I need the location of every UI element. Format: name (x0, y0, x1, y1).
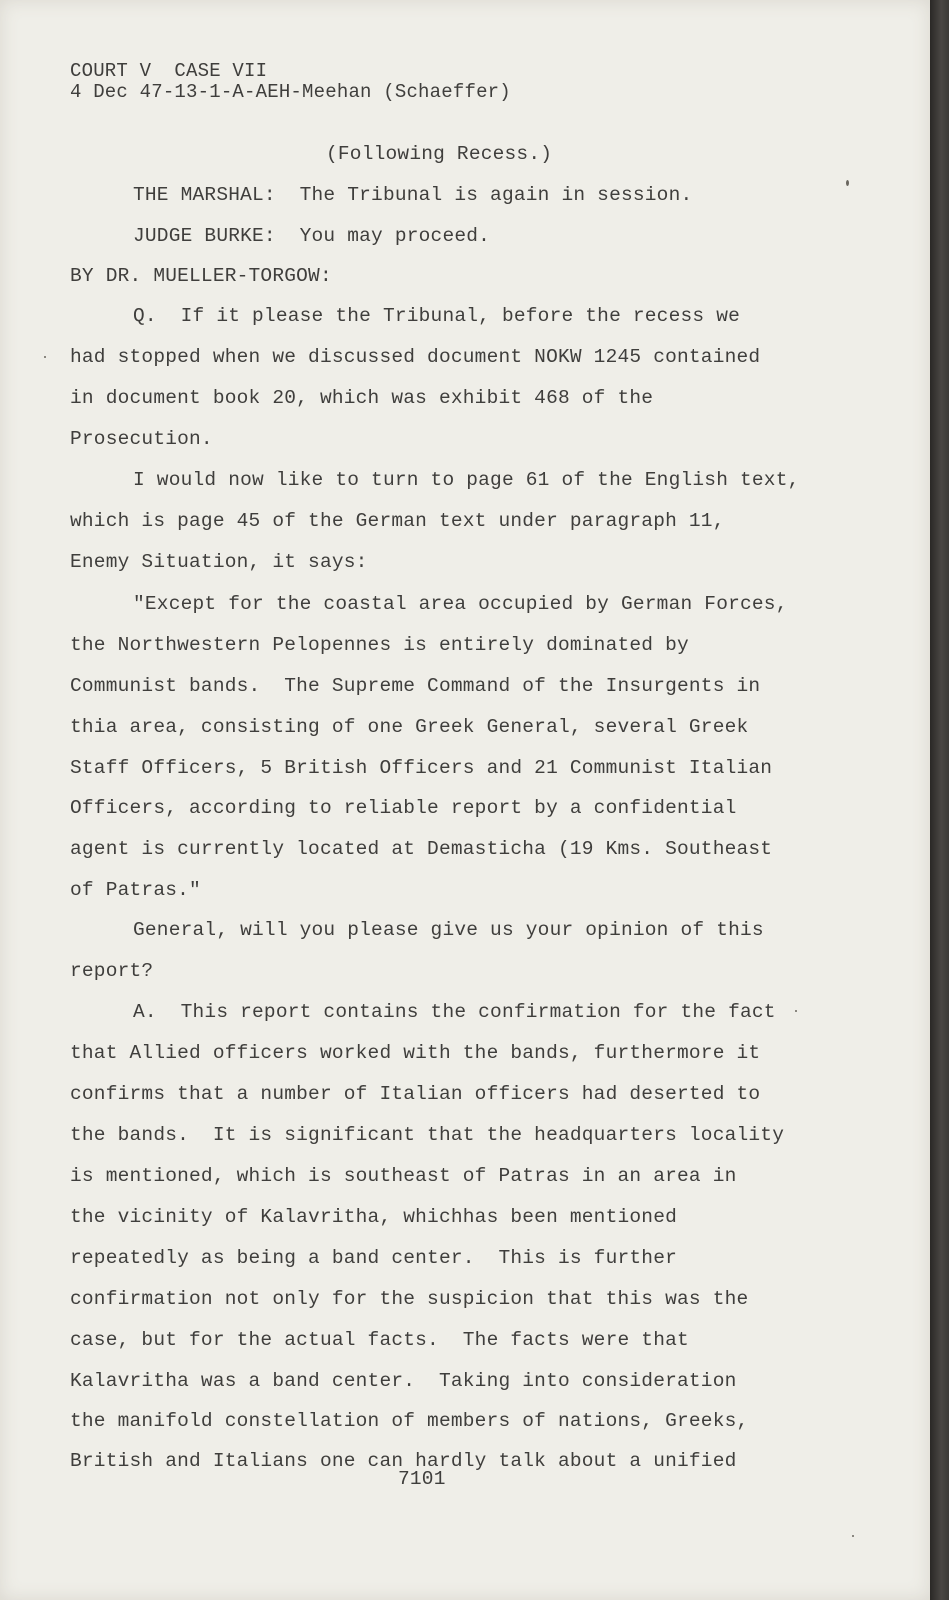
transcript-line: repeatedly as being a band center. This is further (70, 1247, 677, 1269)
judge-statement: JUDGE BURKE: You may proceed. (133, 225, 491, 247)
transcript-line: Kalavritha was a band center. Taking into consideration (70, 1370, 737, 1392)
transcript-line: the bands. It is significant that the headquarters locality (70, 1124, 785, 1146)
paper-speck (852, 1535, 854, 1537)
transcript-line: had stopped when we discussed document NOKW 1245 contained (70, 346, 761, 368)
transcript-line: General, will you please give us your opinion of this (133, 919, 764, 941)
transcript-line: in document book 20, which was exhibit 468 of the (70, 387, 654, 409)
marshal-statement: THE MARSHAL: The Tribunal is again in session. (133, 184, 693, 206)
session-reference: 4 Dec 47-13-1-A-AEH-Meehan (Schaeffer) (70, 81, 511, 103)
paper-speck (44, 356, 46, 358)
transcript-line: Communist bands. The Supreme Command of the Insurgents in (70, 675, 761, 697)
transcript-line: British and Italians one can hardly talk about a unified (70, 1450, 737, 1472)
recess-note: (Following Recess.) (326, 143, 553, 165)
examiner-heading: BY DR. MUELLER-TORGOW: (70, 265, 332, 287)
transcript-line: A. This report contains the confirmation for the fact (133, 1001, 776, 1023)
transcript-line: "Except for the coastal area occupied by German Forces, (133, 593, 788, 615)
paper-speck (795, 1010, 797, 1012)
transcript-line: report? (70, 960, 154, 982)
transcript-line: the Northwestern Pelopennes is entirely dominated by (70, 634, 689, 656)
transcript-line: I would now like to turn to page 61 of the English text, (133, 469, 800, 491)
transcript-line: case, but for the actual facts. The facts were that (70, 1329, 689, 1351)
transcript-line: of Patras." (70, 879, 201, 901)
transcript-line: Prosecution. (70, 428, 213, 450)
transcript-line: Staff Officers, 5 British Officers and 21 Communist Italian (70, 757, 773, 779)
transcript-line: Officers, according to reliable report by a confidential (70, 797, 737, 819)
transcript-line: Q. If it please the Tribunal, before the recess we (133, 305, 740, 327)
transcript-line: confirmation not only for the suspicion that this was the (70, 1288, 749, 1310)
transcript-line: which is page 45 of the German text under paragraph 11, (70, 510, 725, 532)
court-case-header: COURT V CASE VII (70, 60, 268, 82)
paper-speck (846, 180, 849, 186)
transcript-line: the manifold constellation of members of nations, Greeks, (70, 1410, 749, 1432)
page-edge-shadow (930, 0, 949, 1600)
transcript-line: that Allied officers worked with the bands, furthermore it (70, 1042, 761, 1064)
transcript-line: the vicinity of Kalavritha, whichhas been mentioned (70, 1206, 677, 1228)
transcript-line: is mentioned, which is southeast of Patras in an area in (70, 1165, 737, 1187)
page-number: 7101 (398, 1468, 446, 1490)
transcript-line: confirms that a number of Italian officers had deserted to (70, 1083, 761, 1105)
transcript-line: Enemy Situation, it says: (70, 551, 368, 573)
transcript-line: agent is currently located at Demasticha (19 Kms. Southeast (70, 838, 773, 860)
transcript-line: thia area, consisting of one Greek General, several Greek (70, 716, 749, 738)
